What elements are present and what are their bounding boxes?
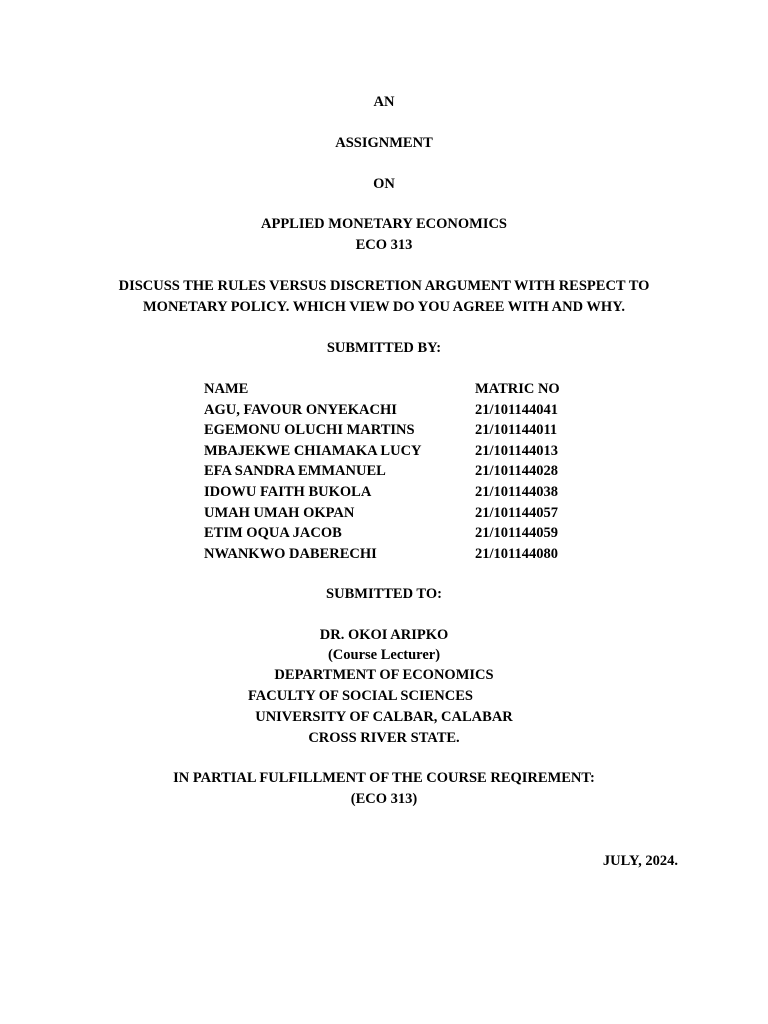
table-row bbox=[204, 441, 584, 462]
student-name: ETIM OQUA JACOB bbox=[204, 525, 342, 542]
student-name: IDOWU FAITH BUKOLA bbox=[204, 483, 372, 500]
student-name: AGU, FAVOUR ONYEKACHI bbox=[204, 401, 397, 418]
student-matric: 21/101144011 bbox=[475, 422, 558, 439]
table-row bbox=[204, 544, 584, 565]
state-name: CROSS RIVER STATE. bbox=[308, 730, 460, 746]
lecturer-name: DR. OKOI ARIPKO bbox=[319, 627, 449, 643]
submitted-by-label: SUBMITTED BY: bbox=[326, 340, 442, 356]
table-row bbox=[204, 482, 584, 503]
lecturer-role: (Course Lecturer) bbox=[327, 647, 441, 663]
heading-assignment: ASSIGNMENT bbox=[335, 135, 433, 151]
table-row bbox=[204, 523, 584, 544]
university-name: UNIVERSITY OF CALBAR, CALABAR bbox=[255, 709, 513, 725]
course-code: ECO 313 bbox=[355, 237, 413, 253]
question-line-1: DISCUSS THE RULES VERSUS DISCRETION ARGUMENT WITH RESPECT TO bbox=[118, 278, 650, 294]
fulfillment-statement: IN PARTIAL FULFILLMENT OF THE COURSE REQIREMENT: bbox=[173, 770, 595, 786]
student-matric: 21/101144057 bbox=[475, 504, 558, 521]
student-name: MBAJEKWE CHIAMAKA LUCY bbox=[204, 442, 422, 459]
submission-date: JULY, 2024. bbox=[602, 853, 678, 869]
heading-on: ON bbox=[373, 176, 395, 192]
submitted-to-label: SUBMITTED TO: bbox=[326, 586, 442, 602]
course-title: APPLIED MONETARY ECONOMICS bbox=[261, 216, 507, 232]
student-matric: 21/101144080 bbox=[475, 545, 558, 562]
student-matric: 21/101144041 bbox=[475, 401, 558, 418]
table-row bbox=[204, 420, 584, 441]
column-header-name: NAME bbox=[204, 381, 249, 397]
student-matric: 21/101144059 bbox=[475, 525, 558, 542]
student-name: EGEMONU OLUCHI MARTINS bbox=[204, 422, 415, 439]
student-name: NWANKWO DABERECHI bbox=[204, 545, 377, 562]
student-matric: 21/101144038 bbox=[475, 483, 558, 500]
question-line-2: MONETARY POLICY. WHICH VIEW DO YOU AGREE WITH AND WHY. bbox=[143, 299, 625, 315]
column-header-matric: MATRIC NO bbox=[475, 381, 560, 397]
table-row bbox=[204, 400, 584, 421]
department-name: DEPARTMENT OF ECONOMICS bbox=[274, 667, 494, 683]
faculty-name: FACULTY OF SOCIAL SCIENCES bbox=[248, 688, 473, 704]
table-row bbox=[204, 461, 584, 482]
student-matric: 21/101144013 bbox=[475, 442, 558, 459]
footer-course-code: (ECO 313) bbox=[350, 791, 418, 807]
heading-an: AN bbox=[373, 94, 395, 110]
student-name: EFA SANDRA EMMANUEL bbox=[204, 463, 386, 480]
student-table-header bbox=[204, 379, 584, 400]
student-name: UMAH UMAH OKPAN bbox=[204, 504, 355, 521]
table-row bbox=[204, 503, 584, 524]
student-matric: 21/101144028 bbox=[475, 463, 558, 480]
student-table bbox=[204, 379, 584, 564]
